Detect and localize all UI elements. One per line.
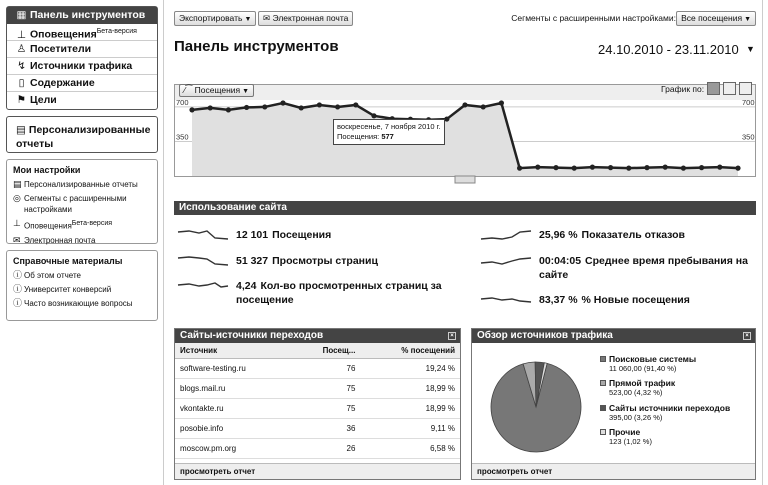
legend-swatch (600, 429, 606, 435)
view-month-button[interactable] (739, 82, 752, 95)
envelope-icon: ✉ (13, 234, 21, 245)
help-link-university[interactable] (13, 284, 152, 295)
data-point (335, 104, 340, 109)
legend-detail: 395,00 (3,26 %) (609, 413, 663, 422)
percent-cell: 9,11 % (360, 418, 460, 438)
table-row (175, 418, 460, 438)
tooltip-date: воскресенье, 7 ноября 2010 г. (337, 122, 441, 131)
email-label: Электронная почта (272, 13, 349, 23)
beta-badge: Бета-версия (71, 220, 113, 227)
help-link-faq[interactable] (13, 298, 152, 309)
tooltip-label: Посещения: (337, 132, 380, 141)
toolbar (174, 11, 756, 27)
data-point (299, 105, 304, 110)
link-label: Университет конверсий (24, 285, 112, 294)
view-report-link[interactable]: просмотреть отчет (175, 463, 460, 479)
metric-value: 25,96 % (539, 229, 578, 241)
legend-label: Прочие (609, 427, 641, 437)
settings-link-email[interactable] (13, 235, 152, 246)
data-point (608, 165, 613, 170)
nav-label: Оповещения (30, 28, 97, 41)
metric-avg-time[interactable] (480, 254, 756, 282)
nav-label: Посетители (30, 43, 92, 55)
sparkline (480, 293, 532, 307)
nav-item-goals[interactable] (7, 92, 157, 109)
nav-label: Содержание (30, 77, 95, 89)
metric-label: Показатель отказов (581, 229, 686, 241)
segment-value: Все посещения (681, 13, 743, 23)
sparkline (480, 228, 532, 242)
metric-label: Посещения (272, 229, 332, 241)
chevron-down-icon: ▼ (242, 88, 250, 95)
legend-item-referring (600, 403, 730, 423)
table-row (175, 398, 460, 418)
traffic-overview-widget (471, 328, 756, 480)
metric-value: 12 101 (236, 229, 269, 241)
visits-chart (174, 80, 756, 190)
traffic-icon: ↯ (17, 60, 26, 72)
custom-reports-label: Персонализированные отчеты (16, 124, 151, 150)
data-point (317, 102, 322, 107)
metric-value: 4,24 (236, 280, 257, 292)
nav-item-dashboard[interactable] (7, 7, 157, 24)
metric-label: Просмотры страниц (272, 255, 378, 267)
metric-value: 51 327 (236, 255, 269, 267)
metric-label: % Новые посещения (581, 294, 690, 306)
data-point (717, 165, 722, 170)
legend-item-direct (600, 378, 675, 398)
percent-cell: 18,99 % (360, 378, 460, 398)
nav-item-alerts[interactable] (7, 24, 157, 41)
metric-select-button[interactable] (179, 84, 254, 97)
visits-cell: 36 (293, 418, 360, 438)
settings-link-custom-reports[interactable] (13, 179, 152, 190)
metric-value: 00:04:05 (539, 255, 582, 267)
settings-link-segments[interactable] (13, 193, 152, 215)
metric-label: Кол-во просмотренных страниц за посещение (236, 280, 442, 306)
data-point (226, 107, 231, 112)
close-icon[interactable]: × (448, 332, 456, 340)
question-icon: ⓘ (13, 298, 23, 308)
data-point (371, 113, 376, 118)
visits-cell: 76 (293, 358, 360, 378)
legend-label: Сайты источники переходов (609, 403, 731, 413)
my-settings-title: Мои настройки (13, 165, 81, 175)
flag-icon: ⚑ (16, 94, 27, 106)
source-link[interactable]: vkontakte.ru (175, 398, 293, 418)
close-icon[interactable]: × (743, 332, 751, 340)
export-button[interactable] (174, 11, 256, 26)
sparkline (177, 228, 229, 242)
legend-label: Прямой трафик (609, 378, 676, 388)
data-point (462, 102, 467, 107)
data-point (553, 165, 558, 170)
question-icon: ⓘ (13, 270, 23, 280)
chevron-down-icon: ▼ (744, 16, 751, 23)
nav-label: Панель инструментов (30, 9, 146, 21)
traffic-pie-chart (476, 345, 596, 465)
source-link[interactable]: moscow.pm.org (175, 438, 293, 458)
source-link[interactable]: software-testing.ru (175, 358, 293, 378)
report-icon: ▤ (13, 179, 22, 189)
data-point (280, 100, 285, 105)
sparkline (177, 254, 229, 268)
data-point (590, 165, 595, 170)
legend-detail: 523,00 (4,32 %) (609, 388, 663, 397)
metric-bounce-rate[interactable] (480, 228, 756, 242)
data-point (644, 165, 649, 170)
data-point (735, 166, 740, 171)
metric-visits[interactable] (177, 228, 467, 242)
percent-cell: 18,99 % (360, 398, 460, 418)
link-label: Об этом отчете (24, 271, 81, 280)
segment-icon: ◎ (13, 193, 21, 203)
view-report-link[interactable]: просмотреть отчет (472, 463, 755, 479)
my-settings-panel (6, 159, 158, 244)
beta-badge: Бета-версия (96, 28, 137, 35)
visits-cell: 75 (293, 398, 360, 418)
graph-by-label: График по: (661, 84, 705, 94)
data-point (244, 105, 249, 110)
table-row (175, 378, 460, 398)
metric-label: Среднее время пребывания на сайте (539, 255, 748, 281)
report-icon: ▤ (16, 124, 26, 136)
metric-label: Посещения (194, 85, 241, 95)
nav-item-visitors[interactable] (7, 41, 157, 58)
help-panel (6, 250, 158, 321)
page-title: Панель инструментов (174, 38, 339, 55)
tooltip-value: 577 (381, 132, 394, 141)
y-tick-label: 350 (176, 132, 189, 142)
nav-item-traffic-sources[interactable] (7, 58, 157, 75)
segment-select[interactable] (676, 11, 756, 26)
referring-sites-table (175, 343, 460, 459)
nav-item-content[interactable] (7, 75, 157, 92)
question-icon: ⓘ (13, 284, 23, 294)
legend-swatch (600, 405, 606, 411)
help-title: Справочные материалы (13, 256, 123, 266)
legend-item-other (600, 427, 652, 447)
person-icon: ♙ (16, 43, 27, 55)
metric-value: 83,37 % (539, 294, 578, 306)
data-point (517, 166, 522, 171)
data-point (353, 102, 358, 107)
export-label: Экспортировать (179, 13, 243, 23)
data-point (481, 104, 486, 109)
column-header[interactable]: % посещений (360, 343, 460, 358)
nav-label: Цели (30, 94, 57, 106)
table-row (175, 438, 460, 458)
widget-title: Обзор источников трафика (477, 330, 613, 341)
nav-label: Источники трафика (30, 60, 133, 72)
link-label: Часто возникающие вопросы (24, 299, 133, 308)
link-label: Сегменты с расширенными настройками (24, 194, 127, 214)
widget-title-bar (472, 329, 755, 343)
view-week-button[interactable] (723, 82, 736, 95)
chevron-down-icon: ▼ (244, 16, 252, 23)
settings-link-alerts[interactable] (13, 218, 152, 232)
referring-sites-widget (174, 328, 461, 480)
nav-item-custom-reports[interactable] (6, 116, 158, 153)
page-icon: ▯ (18, 77, 25, 89)
grid-icon: ▦ (16, 9, 27, 21)
sidebar (6, 6, 158, 321)
legend-item-search (600, 354, 696, 374)
help-link-about[interactable] (13, 270, 152, 281)
data-point (626, 166, 631, 171)
legend-detail: 11 060,00 (91,40 %) (609, 364, 677, 373)
table-row (175, 358, 460, 378)
data-point (681, 166, 686, 171)
legend-swatch (600, 356, 606, 362)
data-point (499, 100, 504, 105)
site-usage-section (174, 201, 756, 316)
chevron-down-icon[interactable]: ▼ (746, 44, 755, 54)
metric-pageviews[interactable] (177, 254, 467, 268)
sparkline (480, 254, 532, 268)
visits-cell: 75 (293, 378, 360, 398)
percent-cell: 19,24 % (360, 358, 460, 378)
data-point (189, 107, 194, 112)
column-header[interactable]: Источник (175, 343, 293, 358)
column-header[interactable]: Посещ... (293, 343, 360, 358)
link-label: Персонализированные отчеты (24, 180, 138, 189)
data-point (699, 165, 704, 170)
envelope-icon: ✉ (263, 13, 271, 23)
alert-icon: ⊥ (13, 218, 21, 228)
percent-cell: 6,58 % (360, 438, 460, 458)
link-label: Оповещения (24, 221, 72, 231)
legend-label: Поисковые системы (609, 354, 697, 364)
sparkline (177, 279, 229, 293)
link-label: Электронная почта (24, 235, 96, 245)
date-range-picker[interactable]: 24.10.2010 - 23.11.2010 (598, 42, 739, 57)
data-point (572, 166, 577, 171)
data-point (535, 165, 540, 170)
chart-tooltip (333, 119, 445, 145)
chart-canvas (174, 80, 756, 190)
main-content (163, 0, 763, 485)
metric-new-visits[interactable] (480, 293, 756, 307)
metric-pages-per-visit[interactable] (177, 279, 467, 307)
visits-cell: 26 (293, 438, 360, 458)
chart-icon: ⊥ (16, 28, 27, 41)
source-link[interactable]: posobie.info (175, 418, 293, 438)
site-usage-title: Использование сайта (174, 201, 756, 215)
source-link[interactable]: blogs.mail.ru (175, 378, 293, 398)
view-day-button[interactable] (707, 82, 720, 95)
widget-title-bar (175, 329, 460, 343)
y-tick-label: 700 (176, 97, 189, 107)
line-chart-icon: ⁄⁀ (184, 85, 193, 95)
legend-detail: 123 (1,02 %) (609, 437, 652, 446)
chart-resize-handle (455, 176, 475, 183)
data-point (208, 105, 213, 110)
y-tick-label: 700 (742, 97, 755, 107)
email-button[interactable] (258, 11, 353, 26)
data-point (663, 165, 668, 170)
data-point (262, 104, 267, 109)
segments-label: Сегменты с расширенными настройками: (511, 13, 676, 23)
y-tick-label: 350 (742, 132, 755, 142)
main-nav (6, 6, 158, 110)
legend-swatch (600, 380, 606, 386)
widget-title: Сайты-источники переходов (180, 330, 324, 341)
